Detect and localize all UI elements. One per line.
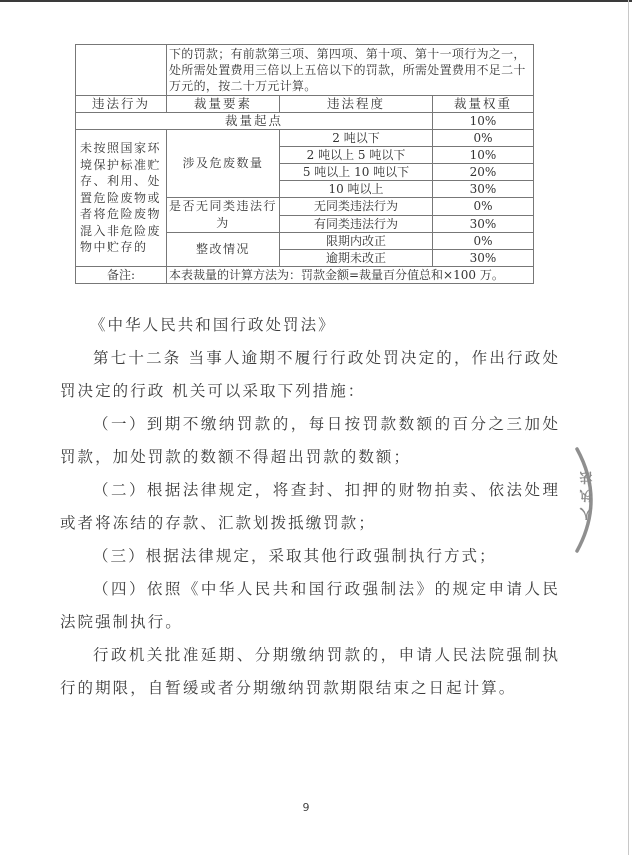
header-behavior: 违法行为 — [76, 96, 167, 113]
continuation-empty-cell — [76, 45, 167, 96]
continuation-text: 下的罚款；有前款第三项、第四项、第十项、第十一项行为之一，处所需处置费用三倍以上五倍以下的罚款，所需处置费用不足二十万元的，按二十万元计算。 — [167, 45, 534, 96]
weight-cell: 0% — [433, 233, 534, 250]
factor-cell: 涉及危废数量 — [167, 130, 280, 198]
weight-cell: 10% — [433, 147, 534, 164]
weight-cell: 0% — [433, 130, 534, 147]
table-row — [76, 130, 534, 147]
weight-cell: 0% — [433, 198, 534, 216]
degree-cell: 无同类违法行为 — [280, 198, 433, 216]
degree-cell: 有同类违法行为 — [280, 215, 433, 233]
paragraph-item-2: （二）根据法律规定，将查封、扣押的财物拍卖、依法处理或者将冻结的存款、汇款划拨抵缴罚款； — [60, 481, 560, 532]
weight-cell: 30% — [433, 181, 534, 198]
paragraph-item-1: （一）到期不缴纳罚款的，每日按罚款数额的百分之三加处罚款，加处罚款的数额不得超出罚款的数额； — [60, 415, 560, 466]
law-excerpt — [60, 309, 560, 705]
header-degree: 违法程度 — [280, 96, 433, 113]
degree-cell: 限期内改正 — [280, 233, 433, 250]
table-row-continuation — [76, 45, 534, 96]
discretion-table — [75, 44, 534, 284]
weight-cell: 30% — [433, 250, 534, 267]
note-label: 备注: — [76, 267, 167, 284]
degree-cell: 5 吨以上 10 吨以下 — [280, 164, 433, 181]
header-factor: 裁量要素 — [167, 96, 280, 113]
weight-cell: 30% — [433, 215, 534, 233]
note-text: 本表裁量的计算方法为：罚款金额=裁量百分值总和×100 万。 — [167, 267, 534, 284]
scan-top-edge — [0, 0, 632, 2]
law-title: 《中华人民共和国行政处罚法》 — [90, 316, 336, 334]
seal-text: 人执法 — [579, 469, 593, 520]
paragraph-item-3: （三）根据法律规定，采取其他行政强制执行方式； — [93, 547, 497, 565]
factor-cell: 整改情况 — [167, 233, 280, 267]
table-row-note — [76, 267, 534, 284]
page-number: 9 — [302, 801, 310, 814]
table-row-start-point — [76, 113, 534, 130]
table-header-row — [76, 96, 534, 113]
factor-cell: 是否无同类违法行为 — [167, 198, 280, 233]
weight-cell: 20% — [433, 164, 534, 181]
scan-right-edge — [628, 0, 629, 855]
degree-cell: 2 吨以上 5 吨以下 — [280, 147, 433, 164]
paragraph-item-4: （四）依照《中华人民共和国行政强制法》的规定申请人民法院强制执行。 — [60, 580, 560, 631]
header-weight: 裁量权重 — [433, 96, 534, 113]
start-point-label: 裁量起点 — [76, 113, 433, 130]
degree-cell: 2 吨以下 — [280, 130, 433, 147]
paragraph-article-72: 第七十二条 当事人逾期不履行行政处罚决定的，作出行政处罚决定的行政 机关可以采取下列措施： — [60, 349, 560, 400]
paragraph-installment: 行政机关批准延期、分期缴纳罚款的，申请人民法院强制执行的期限，自暂缓或者分期缴纳罚款期限结束之日起计算。 — [60, 646, 560, 697]
degree-cell: 逾期未改正 — [280, 250, 433, 267]
behavior-cell: 未按照国家环境保护标准贮存、利用、处置危险废物或者将危险废物混入非危险废物中贮存的 — [76, 130, 167, 267]
start-point-weight: 10% — [433, 113, 534, 130]
degree-cell: 10 吨以上 — [280, 181, 433, 198]
